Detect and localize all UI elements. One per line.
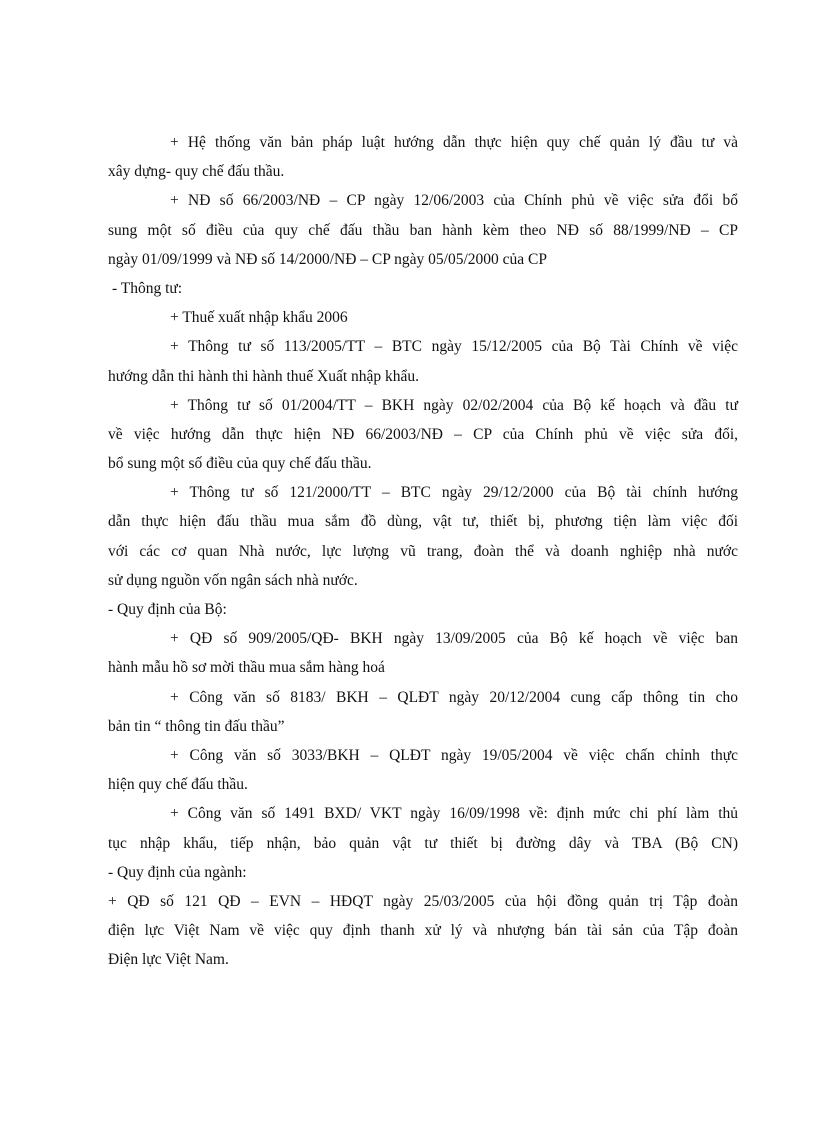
text-line: + Thông tư số 01/2004/TT – BKH ngày 02/02/2004 của Bộ kế hoạch và đầu tư [170,396,738,414]
text-line: bổ sung một số điều của quy chế đấu thầu. [108,455,372,473]
text-line: + Công văn số 1491 BXD/ VKT ngày 16/09/1998 về: định mức chi phí làm thủ [170,805,738,823]
section-heading: - Quy định của ngành: [108,863,247,881]
text-line: về việc hướng dẫn thực hiện NĐ 66/2003/NĐ – CP của Chính phủ về việc sửa đổi, [108,425,738,443]
text-line: điện lực Việt Nam về việc quy định thanh xử lý và nhượng bán tài sản của Tập đoàn [108,922,738,940]
section-heading: - Quy định của Bộ: [108,601,227,618]
text-line: hiện quy chế đấu thầu. [108,776,248,794]
document-body [108,128,738,974]
text-line: + Thuế xuất nhập khẩu 2006 [170,309,348,327]
text-line: sung một số điều của quy chế đấu thầu ban hành kèm theo NĐ số 88/1999/NĐ – CP [108,221,738,239]
text-line: + Thông tư số 121/2000/TT – BTC ngày 29/12/2000 của Bộ tài chính hướng [170,484,738,502]
text-line: ngày 01/09/1999 và NĐ số 14/2000/NĐ – CP ngày 05/05/2000 của CP [108,250,548,268]
text-line: với các cơ quan Nhà nước, lực lượng vũ trang, đoàn thể và doanh nghiệp nhà nước [108,542,738,560]
text-line: + Thông tư số 113/2005/TT – BTC ngày 15/12/2005 của Bộ Tài Chính về việc [170,338,738,356]
text-line: + QĐ số 121 QĐ – EVN – HĐQT ngày 25/03/2005 của hội đồng quản trị Tập đoàn [108,892,738,910]
text-line: + Hệ thống văn bản pháp luật hướng dẫn thực hiện quy chế quản lý đầu tư và [170,134,738,151]
text-line: sử dụng nguồn vốn ngân sách nhà nước. [108,571,358,589]
text-line: + NĐ số 66/2003/NĐ – CP ngày 12/06/2003 của Chính phủ về việc sửa đổi bổ [170,192,738,210]
text-line: + Công văn số 3033/BKH – QLĐT ngày 19/05/2004 về việc chấn chỉnh thực [170,746,738,764]
section-heading: - Thông tư: [112,279,183,297]
text-line: + Công văn số 8183/ BKH – QLĐT ngày 20/12/2004 cung cấp thông tin cho [170,688,738,706]
text-line: hành mẫu hồ sơ mời thầu mua sắm hàng hoá [108,659,385,677]
text-line: Điện lực Việt Nam. [108,951,229,969]
text-line: dẫn thực hiện đấu thầu mua sắm đồ dùng, vật tư, thiết bị, phương tiện làm việc đối [108,513,738,531]
text-line: hướng dẫn thi hành thi hành thuế Xuất nhập khẩu. [108,367,420,385]
text-line: + QĐ số 909/2005/QĐ- BKH ngày 13/09/2005 của Bộ kế hoạch về việc ban [170,630,738,648]
text-line: tục nhập khẩu, tiếp nhận, bảo quản vật tư thiết bị đường dây và TBA (Bộ CN) [108,834,738,852]
text-line: xây dựng- quy chế đấu thầu. [108,163,285,181]
text-line: bản tin “ thông tin đấu thầu” [108,717,285,735]
